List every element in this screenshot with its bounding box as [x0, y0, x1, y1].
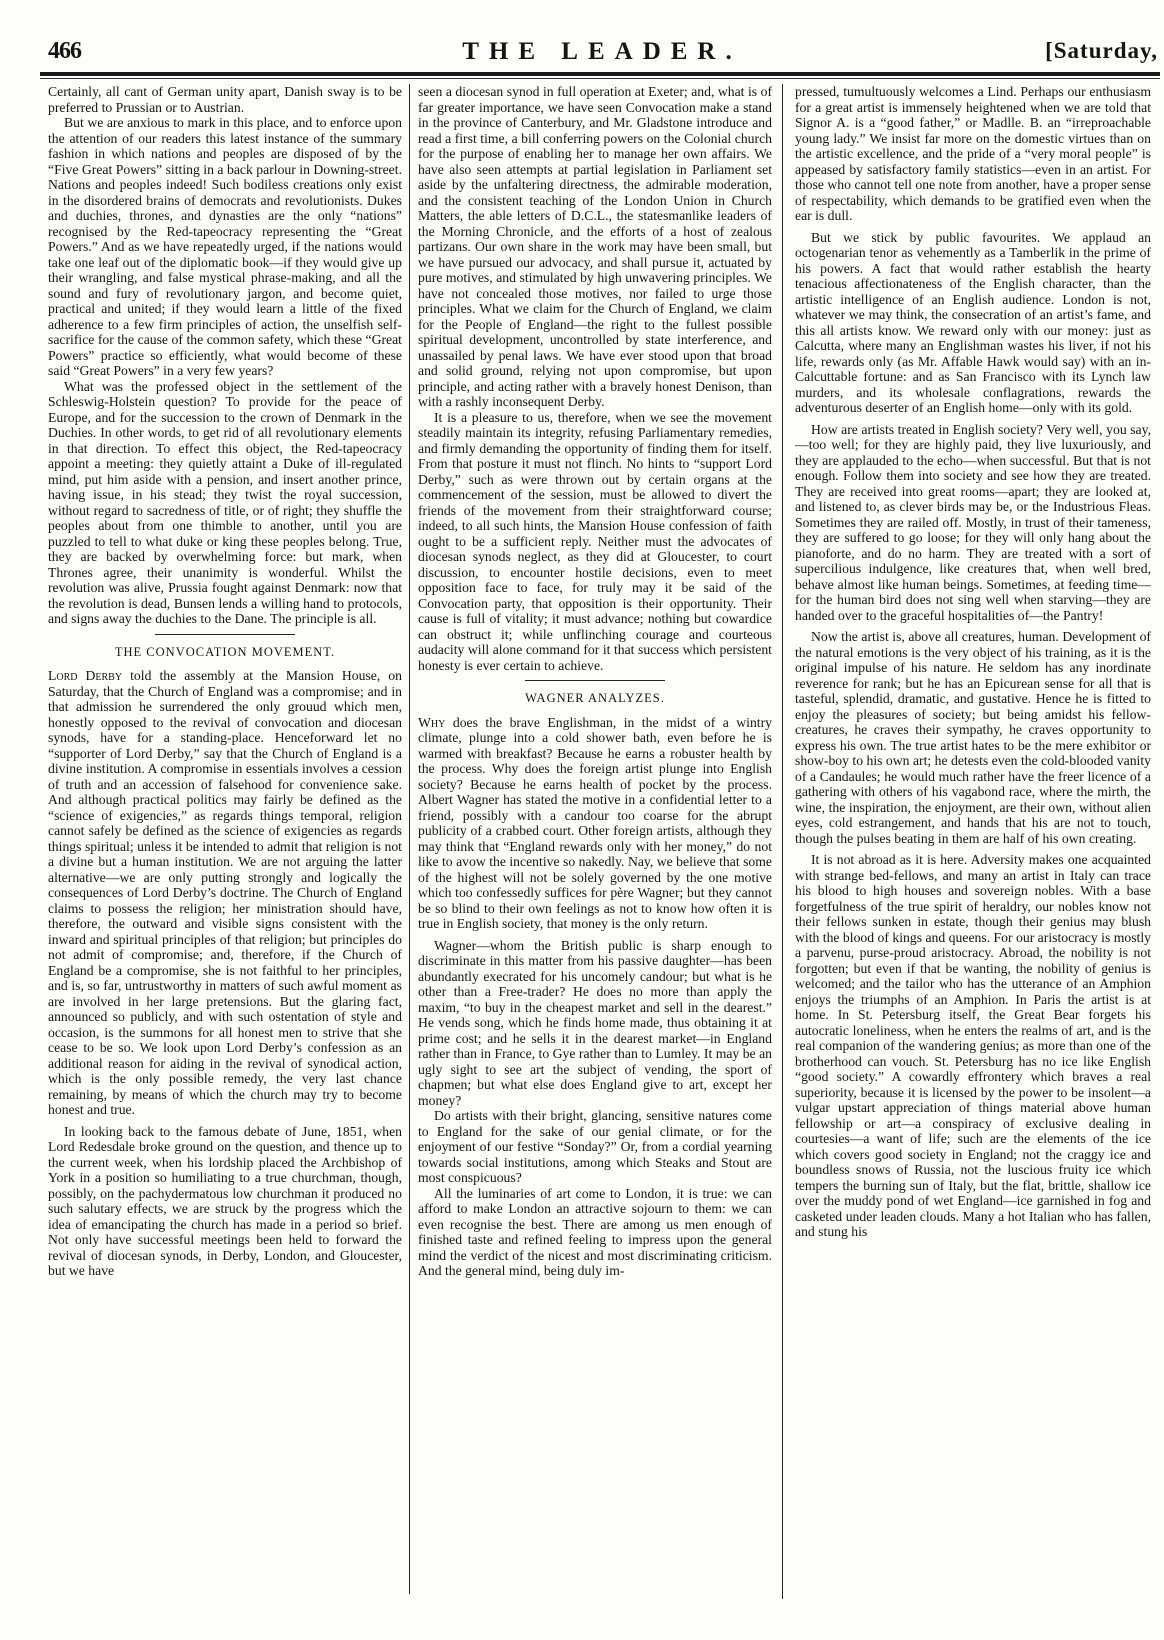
column-2	[418, 84, 772, 1614]
article-paragraph: Do artists with their bright, glancing, sensitive natures come to England for the sake of our genial climate, or for the enjoyment of our festive “Sonday?” Or, from a cordial yearning towards social institutions, among which Steaks and Stout are most conspicuous?	[418, 1108, 772, 1185]
article-paragraph: How are artists treated in English society? Very well, you say,—too well; for they are highly paid, they live luxuriously, and they are applauded to the echo—when successful. But that is not enough. Follow them into society and see how they are treated. They are received into great rooms—apart; they are looked at, and listened to, as clever birds may be, or the Industrious Fleas. Sometimes they are railed off. Mostly, in trust of their tameness, they are suffered to go loose; for they will only hang about the pianoforte, and do no harm. They are treated with a sort of supercilious indulgence, like creatures that, when well bred, behave almost like human beings. Sometimes, at feeding time—for the human bird does not sing well when starving—they are handed over to the graceful hospitalities of—the Pantry!	[795, 421, 1151, 623]
article-paragraph: In looking back to the famous debate of June, 1851, when Lord Redesdale broke ground on the question, and thence up to the current week, when his lordship placed the Archbishop of York in a position so humiliating to a true churchman, though, possibly, on the pachydermatous low churchman it produced no such salutary effects, we are struck by the progress which the idea of emancipating the church has made in a period so brief. Not only have successful meetings been held to forward the revival of diocesan synods, in Derby, London, and Gloucester, but we have	[48, 1123, 402, 1278]
masthead-rule-thick	[40, 72, 1160, 76]
article-paragraph	[418, 715, 772, 932]
column-3	[795, 84, 1151, 1614]
dateline: [Saturday,	[1045, 38, 1158, 63]
lead-in-smallcaps: Lord Derby	[48, 668, 123, 683]
article-paragraph	[48, 668, 402, 1118]
article-paragraph: pressed, tumultuously welcomes a Lind. Perhaps our enthusiasm for a great artist is immensely heightened when we are told that Signor A. is a “good father,” or Madlle. B. an “irreproachable young lady.” We insist far more on the domestic virtues than on the artistic excellence, and the pride of a “very moral people” is appeased by satisfactory family statistics—even in an artist. For those who cannot tell one note from another, have a proper sense of respectability, which demands to be gratified even when the ear is dull.	[795, 84, 1151, 223]
column-1	[48, 84, 402, 1614]
article-paragraph: All the luminaries of art come to London, it is true: we can afford to make London an attractive sojourn to them: we can even recognise the best. There are among us men enough of finished taste and refined feeling to impress upon the general mind the verdict of the nicest and most discriminating criticism. And the general mind, being duly im-	[418, 1185, 772, 1278]
page-number: 466	[48, 38, 81, 64]
article-paragraph: Certainly, all cant of German unity apart, Danish sway is to be preferred to Prussian or to Austrian.	[48, 84, 402, 115]
article-paragraph: Wagner—whom the British public is sharp enough to discriminate in this matter from his passive daughter—has been abundantly execrated for his uncomely candour; but what is he other than a Free-trader? He does no more than apply the maxim, “to buy in the cheapest market and sell in the dearest.” He vends song, which he finds home made, thus obtaining it at prime cost; and he sells it in the dearest market—in England rather than in France, to Gye rather than to Lumley. It may be an ugly sight to see art the subject of vending, the sport of chapmen; but what else does England give to art, except her money?	[418, 937, 772, 1108]
article-paragraph: What was the professed object in the settlement of the Schleswig-Holstein question? To provide for the peace of Europe, and for the succession to the crown of Denmark in the Duchies. In other words, to get rid of all revolutionary elements in that direction. To effect this object, the Red-tapeocracy appoint a meeting: they quietly attaint a Duke of ill-regulated mind, put him aside with a pension, and insert another prince, having issue, in his stead; they twist the royal succession, without regard to sacredness of title, or of right; they shuffle the peoples about from one thimble to another, until you are puzzled to tell to what duke or king these peoples belong. True, they are backed by overwhelming force: but mark, when Thrones agree, their unanimity is wonderful. Whilst the revolution was alive, Prussia fought against Denmark: now that the revolution is dead, Bunsen lends a willing hand to protocols, and signs away the duchies to the Dane. The principle is all.	[48, 378, 402, 626]
section-divider-rule	[525, 680, 665, 681]
article-paragraph: But we are anxious to mark in this place, and to enforce upon the attention of our readers this latest instance of the summary fashion in which nations and peoples are disposed of by the “Five Great Powers” sitting in a back parlour in Downing-street. Nations and peoples indeed! Such bodiless creations only exist in the disordered brains of democrats and revolutionists. Dukes and duchies, thrones, and dynasties are the only “nations” recognised by the Red-tapeocracy representing the “Great Powers.” And as we have repeatedly urged, if the nations would take one leaf out of the diplomatic book—if they would give up their wrangling, and false mystical phrase-making, and all the sound and fury of revolutionary jargon, and become quiet, practical and united; if they would learn a little of the fixed adherence to a few firm principles of action, the unselfish self-sacrifice for the cause of the common safety, which these “Great Powers” practice so efficiently, what would become of these said “Great Powers” in a very few years?	[48, 115, 402, 378]
article-paragraph: It is not abroad as it is here. Adversity makes one acquainted with strange bed-fellows, and many an artist in Italy can trace his blood to high houses and sovereign nobles. With a base forgetfulness of the true spirit of heraldry, our nobles know not their fellows sunken in estate, though their genius may blush with the blood of kings and queens. For our aristocracy is mostly a parvenu, purse-proud aristocracy. Abroad, the nobility is not forgotten; but even if that be wanting, the nobility of genius is welcomed; and the tailor who has the utterance of an Amphion enjoys the triumphs of an Amphion. In Paris the artist is at home. In St. Petersburg itself, the Great Bear forgets his autocratic loneliness, when he enters the realms of art, and is the real companion of the wandering genius; as more than one of the brotherhood can vouch. St. Petersburg has no ice like English “good society.” A cowardly effrontery which braves a real superiority, because it is licensed by the power to be insolent—a vulgar upstart appreciation of things material above human fellowship or art—a conspiracy of exclusive dealing in courtesies—a want of life; such are the elements of the ice which covers good society in England; not the craggy ice and boundless snows of Russia, not the luscious fruity ice which tempers the burning sun of Italy, but the flat, brittle, shallow ice over the muddy pond of wet England—ice garnished in fog and casketed under leaden clouds. Many a hot Italian who has fallen, and stung his	[795, 852, 1151, 1239]
article-paragraph: But we stick by public favourites. We applaud an octogenarian tenor as vehemently as a Tamberlik in the prime of his powers. A fact that would rather establish the hearty tenacious affectionateness of the English character, than the artistic intelligence of an English audience. London is not, whatever we may think, the consecration of an artist’s fame, and this all artists know. We reward only with our money: just as Calcutta, where many an Englishman wastes his liver, if not his life, rewards only (as Mr. Affable Hawk would say) with an in-Calcuttable fortune: and as San Francisco with its Lynch law murders, and its wholesale conflagrations, rewards the adventurous deserter of an English home—only with its gold.	[795, 229, 1151, 415]
newspaper-title: THE LEADER.	[462, 38, 742, 65]
column-divider-2	[782, 84, 783, 1599]
paragraph-body: told the assembly at the Mansion House, on Saturday, that the Church of England was a compromise; and in that admission he surrendered the only grouud which men, honestly opposed to the revival of convocation and diocesan synods, have for a standing-place. Henceforward let no “supporter of Lord Derby,” say that the Church of England is a divine institution. A compromise in essentials involves a cession of truth and an accession of falsehood for convenience sake. And although practical politics may fairly be defined as the “science of exigencies,” as regards things temporal, religion cannot safely be defined as the science of exigencies as regards things spiritual; unless it be intended to admit that religion is not a divine but a human institution. We are not arguing the latter alternative—we are only putting strongly and logically the consequences of Lord Derby’s doctrine. The Church of England claims to possess the religion; her ministration should have, therefore, the outward and visible signs consistent with the inward and spiritual principles of that religion; but principles do not admit of compromise; and, therefore, if the Church of England be a compromise, she is not faithful to her principles, and is, so far, untrustworthy in matters of such awful moment as are involved in her large pretensions. But the glaring fact, announced so publicly, and with such ostentation of style and occasion, is the summons for all honest men to strive that she cease to be so. We look upon Lord Derby’s confession as an additional reason for aiding in the revival of synodical action, which is the only possible remedy, the very last chance remaining, by means of which the church may try to become honest and true.	[48, 668, 402, 1117]
masthead	[40, 38, 1164, 68]
section-divider-rule	[155, 634, 295, 635]
lead-in-smallcaps: Why	[418, 714, 446, 730]
section-heading-wagner: WAGNER ANALYZES.	[525, 691, 665, 705]
article-paragraph: It is a pleasure to us, therefore, when we see the movement steadily maintain its integrity, refusing Parliamentary remedies, and firmly demanding the opportunity of finding them for itself. From that posture it must not flinch. No hints to “support Lord Derby,” such as were thrown out by certain organs at the commencement of the session, must be allowed to divert the friends of the movement from their straightforward course; indeed, to all such hints, the Mansion House confession of faith ought to be a sufficient reply. Neither must the advocates of diocesan synods neglect, as they did at Gloucester, to court discussion, to encounter hostile decisions, even to meet opposition face to face, for truly may it be said of the Convocation party, that opposition is their opportunity. Their cause is full of vitality; it must advance; nothing but cowardice can obstruct it; while unflinching courage and courteous audacity will alone command for it that success which persistent honesty is ever certain to achieve.	[418, 409, 772, 673]
masthead-rule-thin	[40, 78, 1160, 79]
section-heading-convocation: THE CONVOCATION MOVEMENT.	[114, 644, 336, 659]
article-paragraph: Now the artist is, above all creatures, human. Development of the natural emotions is the very object of his training, as it is the original impulse of his nature. He seldom has any inordinate reverence for rank; but he has an Epicurean sense for all that is tasteful, splendid, dramatic, and gustative. Hence he is fitted to enjoy the pleasures of society; but being amidst his fellow-creatures, he craves their sympathy, he craves opportunity to express his own. The true artist hates to be the mere exhibitor or show-boy to his own art; he detests even the cold-blooded vanity of a Candaules; he would much rather have the freer licence of a gathering with others of his vagabond race, where the mirth, the wine, the inspiration, the enjoyment, are their own, without alien eyes, cold estrangement, and hands that his are not to touch, though the pulses beating in them are half of his own creating.	[795, 629, 1151, 846]
column-divider-1	[409, 84, 410, 1594]
paragraph-body: does the brave Englishman, in the midst of a wintry climate, plunge into a cold shower bath, even before he is warmed with breakfast? Because he earns a robuster health by the process. Why does the foreign artist plunge into English society? Because he earns health of pocket by the process. Albert Wagner has stated the motive in a confidential letter to a friend, possibly with a candour too coarse for the abrupt publicity of a crabbed court. Other foreign artists, although they may think that “England rewards only with her money,” do not like to avow the incentive so nakedly. Nay, we believe that some of the highest will not be solely governed by the one motive which too confessedly suffices for père Wagner; but they cannot be so blind to their own feelings as not to know how often it is true in English society, that money is the only return.	[418, 714, 772, 931]
article-paragraph: seen a diocesan synod in full operation at Exeter; and, what is of far greater importance, we have seen Convocation make a stand in the province of Canterbury, and Mr. Gladstone introduce and read a first time, a bill conferring powers on the Colonial church for the purpose of enabling her to manage her own affairs. We have also seen attempts at partial legislation in Parliament set aside by the unfaltering directness, the admirable moderation, and the consistent teaching of the London Union in Church Matters, the able letters of D.C.L., the statesmanlike leaders of the Morning Chronicle, and the efforts of a host of zealous partizans. Our own share in the work may have been small, but we have pursued our advocacy, and shall pursue it, actuated by pure motives, and stimulated by high unwavering principles. We have not concealed those motives, nor failed to urge those principles. What we claim for the Church of England, we claim for the People of England—the right to the fullest possible spiritual development, uncontrolled by state interference, and unassailed by penal laws. We have ever stood upon that broad and solid ground, relying not upon compromise, but upon principle, and acting rather with a bravely honest Denison, than with a rashly inconsequent Derby.	[418, 84, 772, 409]
